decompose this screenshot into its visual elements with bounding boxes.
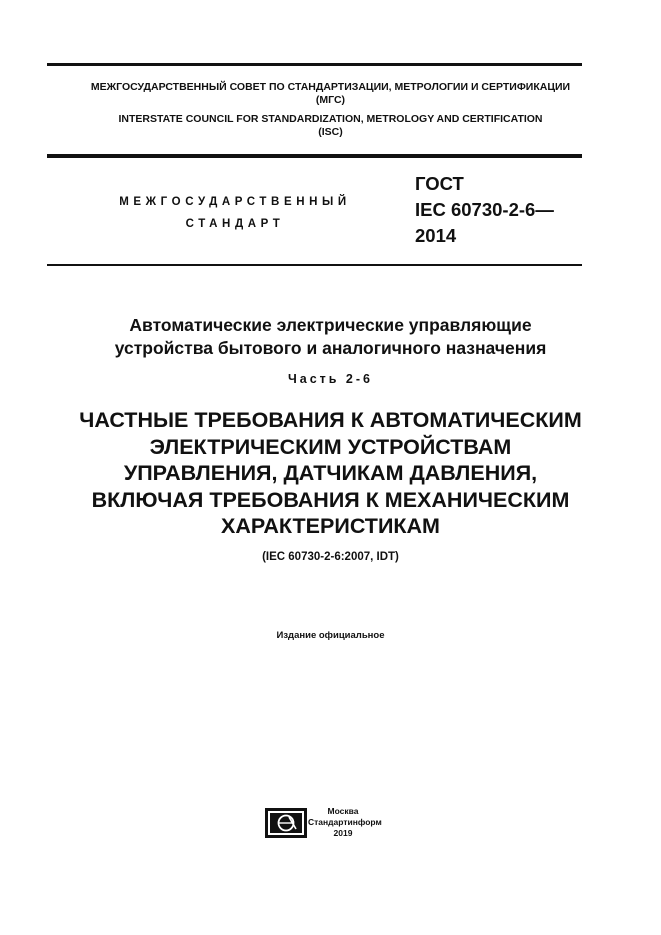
designation-line1: ГОСТ	[415, 173, 464, 194]
header-rule	[47, 154, 582, 158]
publisher-name: Стандартинформ	[308, 817, 382, 827]
publisher-block	[308, 806, 382, 839]
standard-type	[104, 191, 366, 235]
top-rule	[47, 63, 582, 66]
subtitle-line2: ЭЛЕКТРИЧЕСКИМ УСТРОЙСТВАМ	[149, 434, 512, 459]
subtitle-line1: ЧАСТНЫЕ ТРЕБОВАНИЯ К АВТОМАТИЧЕСКИМ	[79, 408, 582, 432]
subtitle-line4: ВКЛЮЧАЯ ТРЕБОВАНИЯ К МЕХАНИЧЕСКИМ	[91, 487, 570, 512]
subtitle-line5: ХАРАКТЕРИСТИКАМ	[221, 514, 440, 538]
council-abbr-en: (ISC)	[318, 126, 343, 138]
council-abbr-ru: (МГС)	[315, 94, 346, 106]
designation-line3: 2014	[415, 225, 457, 246]
bottom-rule	[47, 264, 582, 266]
publisher-year: 2019	[333, 828, 353, 838]
designation-line2: IEC 60730-2-6—	[415, 199, 554, 220]
title-line1: Автоматические электрические управляющие	[129, 315, 532, 335]
part-label: Часть 2-6	[287, 372, 374, 386]
standartinform-logo-icon	[265, 808, 307, 838]
subtitle-line3: УПРАВЛЕНИЯ, ДАТЧИКАМ ДАВЛЕНИЯ,	[123, 461, 538, 485]
iec-reference: (IEC 60730-2-6:2007, IDT)	[262, 551, 399, 563]
standard-type-line1: МЕЖГОСУДАРСТВЕННЫЙ	[119, 196, 351, 208]
title-line2: устройства бытового и аналогичного назначения	[114, 338, 547, 358]
publisher-city: Москва	[327, 806, 359, 816]
document-title	[0, 314, 661, 360]
council-name-ru: МЕЖГОСУДАРСТВЕННЫЙ СОВЕТ ПО СТАНДАРТИЗАЦИИ, МЕТРОЛОГИИ И СЕРТИФИКАЦИИ	[90, 81, 571, 93]
standard-type-line2: СТАНДАРТ	[185, 218, 285, 230]
document-subtitle	[0, 407, 661, 540]
council-name-en: INTERSTATE COUNCIL FOR STANDARDIZATION, METROLOGY AND CERTIFICATION	[118, 113, 543, 125]
edition-label: Издание официальное	[276, 630, 385, 641]
standard-designation	[415, 171, 554, 249]
